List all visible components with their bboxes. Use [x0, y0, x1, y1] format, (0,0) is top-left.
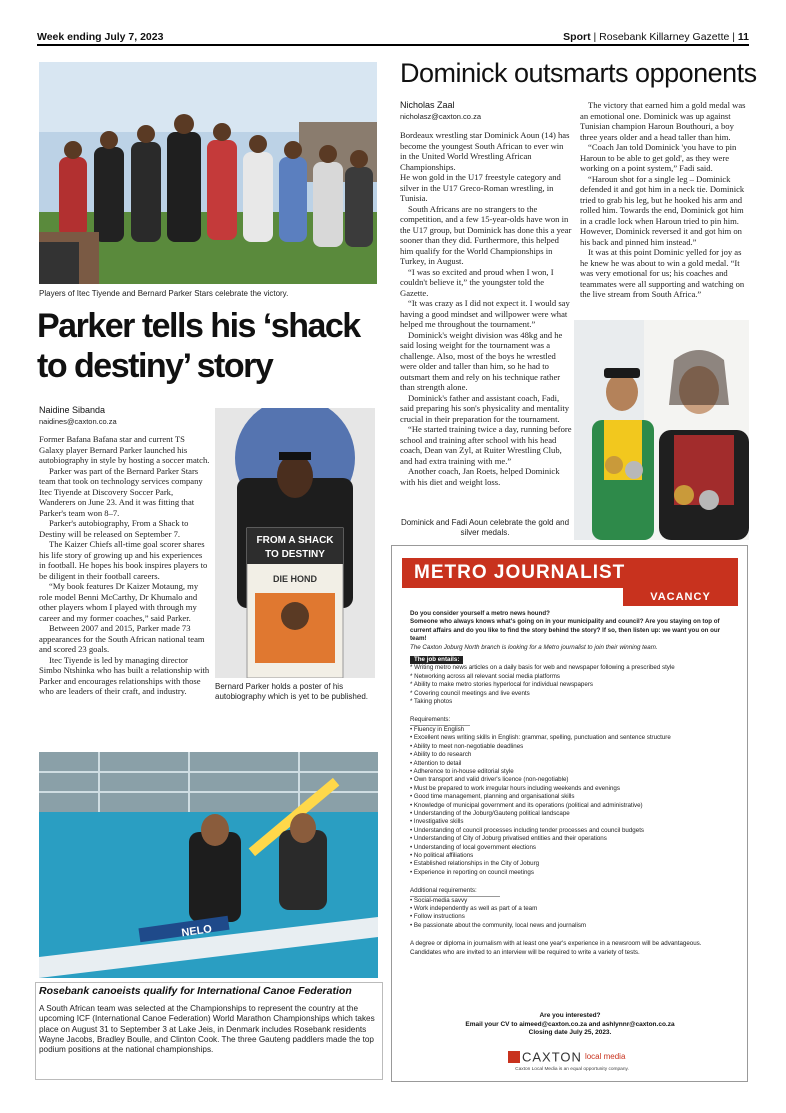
ad-contact-question: Are you interested?: [539, 1012, 601, 1019]
ad-closing-2: Candidates who are invited to an interview will be required to write a variety of tests.: [410, 948, 640, 956]
parker-paragraph: Parker's autobiography, From a Shack to Destiny will be released on September 7.: [39, 518, 189, 539]
ad-question-1: Do you consider yourself a metro news hound?: [410, 610, 550, 617]
additional-item: • Social-media savvy: [410, 897, 730, 905]
caxton-logo: [508, 1048, 648, 1064]
parker-portrait-photo: [215, 408, 375, 678]
parker-author-email: naidines@caxton.co.za: [39, 417, 117, 426]
canoe-body: A South African team was selected at the Championships to represent the country at the upcoming ICF (International Canoe Federation) World Marathon Championships which takes place on August 31 to September 3 at Lake Jeis, in Denmark includes Rosebank residents Wayne Jacobs, Bradley Boulle, and Clinton Cook. The three Gauteng paddlers made the top podium positions at the national championships.: [39, 1004, 375, 1055]
dominick-paragraph: “He started training twice a day, running before school and training after school with his head coach, Dean van Zyl, at Ruiter Wrestling Club, and had extra training with me.”: [400, 424, 572, 466]
dominick-paragraph: He won gold in the U17 freestyle category and silver in the U17 Greco-Roman wrestling, in Tunisia.: [400, 172, 561, 203]
celebration-photo: [39, 62, 377, 284]
job-entails-item: * Taking photos: [410, 698, 730, 706]
dominick-column-2: [580, 100, 748, 318]
additional-item: • Follow instructions: [410, 913, 730, 921]
section-info: Sport | Rosebank Killarney Gazette | 11: [563, 31, 749, 43]
ad-closing-date: Closing date July 25, 2023.: [528, 1029, 612, 1036]
dominick-paragraph: “It was crazy as I did not expect it. I would say having a good mindset and willpower were what helped me throughout the tournament.”: [400, 298, 570, 329]
requirement-item: • Own transport and valid driver's licence (non-negotiable): [410, 776, 730, 784]
requirement-item: • Investigative skills: [410, 818, 730, 826]
requirement-item: • No political affiliations: [410, 852, 730, 860]
additional-list: [410, 897, 730, 931]
dominick-paragraph: “Coach Jan told Dominick 'you have to pin Haroun to be able to get gold', as they were working on a point system,” Fadi said.: [580, 142, 737, 173]
poster-title-line2: TO DESTINY: [265, 549, 325, 560]
job-entails-item: * Ability to make metro stories hyperlocal for individual newspapers: [410, 681, 730, 689]
ad-intro: The Caxton Joburg North branch is looking for a Metro journalist to join their winning team.: [410, 643, 658, 651]
additional-item: • Be passionate about the community, local news and journalism: [410, 922, 730, 930]
parker-paragraph: “My book features Dr Kaizer Motaung, my role model Benni McCarthy, Dr Khumalo and other players whom I played with through my career and my former coaches,” said Parker.: [39, 581, 199, 623]
job-entails-list: [410, 664, 730, 706]
parker-headline-line2: to destiny’ story: [37, 347, 273, 385]
dominick-paragraph: Bordeaux wrestling star Dominick Aoun (14) has become the youngest South African to ever win in the United World Wrestling African Championships.: [400, 130, 570, 172]
dominick-paragraph: “I was so excited and proud when I won, I couldn't believe it,” the youngster told the Gazette.: [400, 266, 554, 298]
dominick-column-1: [400, 130, 572, 512]
caxton-logo-sub: local media: [584, 1052, 626, 1062]
parker-headline-line1: Parker tells his ‘shack: [37, 307, 360, 345]
job-entails-heading: The job entails:: [410, 656, 463, 664]
ad-subtitle: VACANCY: [623, 588, 738, 606]
dominick-paragraph: Dominick's weight division was 48kg and he said losing weight for the tournament was a challenge. Also, most of the boys he wrestled were older and taller than him, so he had to outsmart them and rely on his technique rather than strength alone.: [400, 329, 563, 392]
poster-subtitle: DIE HOND: [272, 574, 318, 584]
job-entails-item: * Writing metro news articles on a daily basis for web and newspaper following a prescribed style: [410, 664, 730, 672]
ad-question-2: Someone who always knows what's going on in your municipality and council? Are you staying on top of current affairs and do you like to find the story behind the story? If so, then listen up: we want you on our team!: [410, 618, 721, 643]
requirement-item: • Understanding of City of Joburg privatised entities and their operations: [410, 835, 730, 843]
canoe-headline: Rosebank canoeists qualify for International Canoe Federation: [39, 985, 352, 997]
additional-heading: Additional requirements:: [410, 887, 500, 896]
parker-portrait-caption: Bernard Parker holds a poster of his autobiography which is yet to be published.: [215, 682, 368, 701]
celebration-caption: Players of Itec Tiyende and Bernard Parker Stars celebrate the victory.: [39, 289, 289, 298]
parker-paragraph: Itec Tiyende is led by managing director Simbo Ntshinka who has built a relationship with Parker and encourages relationships with those who are leaders of their craft, and industry.: [39, 654, 210, 696]
dominick-paragraph: Another coach, Jan Roets, helped Dominick with his diet and weight loss.: [400, 466, 560, 487]
ad-contact-email[interactable]: Email your CV to aimeed@caxton.co.za and ashlynnr@caxton.co.za: [465, 1020, 675, 1028]
kayak-brand-text: NELO: [180, 923, 213, 940]
ad-closing-1: A degree or diploma in journalism with at least one year's experience in a newsroom will be advantageous.: [410, 940, 702, 948]
dominick-paragraph: It was at this point Dominic yelled for joy as he knew he was about to win a gold medal. “It was very emotional for us; his coaches and teammates were all supporting and watching on the live stream from South Africa.”: [580, 247, 745, 299]
dominick-author: Nicholas Zaal: [400, 100, 455, 110]
parker-paragraph: Between 2007 and 2015, Parker made 73 appearances for the South African national team and scored 23 goals.: [39, 623, 205, 654]
dominick-paragraph: “Haroun shot for a single leg – Dominick defended it and got him in a neck tie. Dominick tried to grab his leg, but he hooked his arm and rolled him. Towards the end, Dominick got him in a cradle lock when Haroun tried to pin him. However, Dominick reversed it and got him on his back and pinned him instead.”: [580, 173, 745, 247]
requirement-item: • Established relationships in the City of Joburg: [410, 860, 730, 868]
issue-date: Week ending July 7, 2023: [37, 31, 164, 43]
requirement-item: • Good time management, planning and organisational skills: [410, 793, 730, 801]
ad-contact: [410, 1012, 730, 1038]
dominick-headline: Dominick outsmarts opponents: [400, 58, 757, 88]
requirement-item: • Adherence to in-house editorial style: [410, 768, 730, 776]
job-entails-item: * Covering council meetings and live events: [410, 690, 730, 698]
ad-body: [410, 610, 730, 957]
job-entails-item: * Networking across all relevant social media platforms: [410, 673, 730, 681]
parker-paragraph: Former Bafana Bafana star and current TS Galaxy player Bernard Parker launched his autobiography in style by hosting a soccer match.: [39, 434, 210, 465]
requirement-item: • Must be prepared to work irregular hours including weekends and evenings: [410, 785, 730, 793]
parker-paragraph: The Kaizer Chiefs all-time goal scorer shares his life story of growing up and his experiences in football. He hopes his book inspires players to be diligent in their football careers.: [39, 539, 208, 581]
requirement-item: • Fluency in English: [410, 726, 730, 734]
requirements-list: [410, 726, 730, 877]
dominick-author-email: nicholasz@caxton.co.za: [400, 112, 481, 121]
parker-headline: [37, 306, 397, 386]
requirement-item: • Excellent news writing skills in English: grammar, spelling, punctuation and sentence structure: [410, 734, 730, 742]
page-number: 11: [737, 31, 749, 43]
ad-tagline: Caxton Local Media is an equal opportunity company.: [515, 1067, 629, 1072]
dominick-paragraph: Dominick's father and assistant coach, Fadi, said preparing his son's physicality and mentality crucial in their preparation for the tournament.: [400, 392, 570, 424]
requirement-item: • Knowledge of municipal government and its operations (political and administrative): [410, 802, 730, 810]
requirement-item: • Experience in reporting on council meetings: [410, 869, 730, 877]
ad-title: METRO JOURNALIST: [402, 558, 738, 588]
requirement-item: • Understanding of council processes including tender processes and council budgets: [410, 827, 730, 835]
page-header: [37, 30, 749, 46]
canoe-photo: [39, 752, 378, 978]
poster-title-line1: FROM A SHACK: [256, 535, 334, 546]
requirement-item: • Ability to meet non-negotiable deadlines: [410, 743, 730, 751]
requirements-heading: Requirements:: [410, 716, 470, 725]
vacancy-advert: [391, 545, 748, 1082]
dominick-paragraph: South Africans are no strangers to the competition, and a few 15-year-olds have won in the U17 group, but Dominick has done this a year sooner than they did. Furthermore, this helped him qualify for the World Championships in Turkey, in August.: [400, 203, 572, 266]
requirement-item: • Ability to do research: [410, 751, 730, 759]
dominick-photo: [574, 320, 749, 540]
section-name: Sport: [563, 31, 591, 43]
requirement-item: • Attention to detail: [410, 760, 730, 768]
caxton-logo-icon: [508, 1051, 520, 1063]
publication-name: Rosebank Killarney Gazette: [599, 31, 730, 43]
requirement-item: • Understanding of the Joburg/Gauteng political landscape: [410, 810, 730, 818]
parker-paragraph: Parker was part of the Bernard Parker Stars team that took on technology services company Itec Tiyende at Discovery Soccer Park, Wanderers on June 23. And it was fitting that Parker's team won 8–7.: [39, 465, 203, 518]
dominick-photo-caption: Dominick and Fadi Aoun celebrate the gold and silver medals.: [400, 518, 570, 537]
caxton-logo-name: CAXTON: [522, 1049, 582, 1065]
parker-article-body: [39, 434, 211, 734]
additional-item: • Work independently as well as part of a team: [410, 905, 730, 913]
dominick-paragraph: The victory that earned him a gold medal was an emotional one. Dominick was up against Tunisian champion Haroun Bouthouri, a boy three years older and a head taller than him.: [580, 100, 746, 142]
requirement-item: • Understanding of local government elections: [410, 844, 730, 852]
parker-author: Naidine Sibanda: [39, 405, 106, 415]
